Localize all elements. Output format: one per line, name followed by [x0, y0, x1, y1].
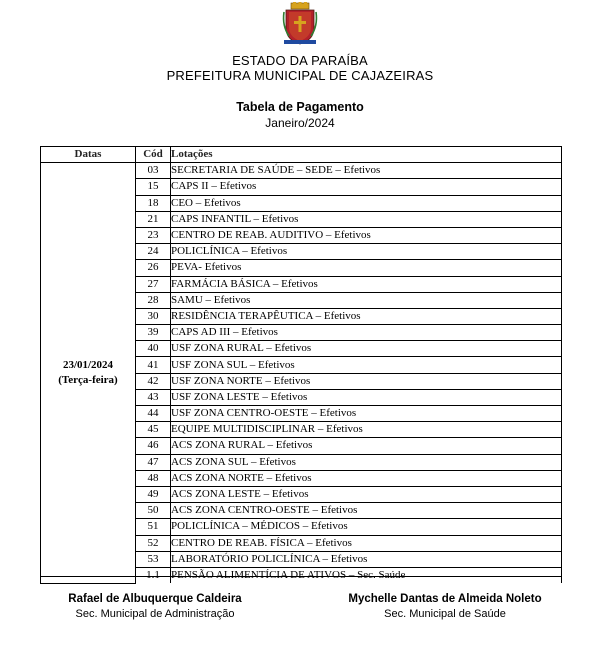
table-row — [41, 163, 562, 179]
lotacao-code: 48 — [136, 470, 171, 486]
lotacao-code: 41 — [136, 357, 171, 373]
lotacao-name: CAPS AD III – Efetivos — [171, 325, 562, 341]
payment-weekday: (Terça-feira) — [58, 373, 118, 386]
lotacao-name: ACS ZONA SUL – Efetivos — [171, 454, 562, 470]
lotacao-code: 42 — [136, 373, 171, 389]
lotacao-code: 51 — [136, 519, 171, 535]
lotacao-code: 46 — [136, 438, 171, 454]
lotacao-name: CAPS INFANTIL – Efetivos — [171, 211, 562, 227]
lotacao-name: USF ZONA CENTRO-OESTE – Efetivos — [171, 406, 562, 422]
lotacao-code: 26 — [136, 260, 171, 276]
lotacao-name: ACS ZONA RURAL – Efetivos — [171, 438, 562, 454]
signature-administration — [40, 593, 270, 620]
lotacao-code: 28 — [136, 292, 171, 308]
lotacao-name: POLICLÍNICA – Efetivos — [171, 244, 562, 260]
state-name: ESTADO DA PARAÍBA — [232, 53, 368, 68]
lotacao-name: RESIDÊNCIA TERAPÊUTICA – Efetivos — [171, 308, 562, 324]
lotacao-name: SECRETARIA DE SAÚDE – SEDE – Efetivos — [171, 163, 562, 179]
prefecture-name: PREFEITURA MUNICIPAL DE CAJAZEIRAS — [166, 68, 434, 83]
lotacao-code: 43 — [136, 389, 171, 405]
header-dates: Datas — [41, 147, 136, 163]
lotacao-name: PENSÃO ALIMENTÍCIA DE ATIVOS – Sec. Saúde — [171, 567, 562, 583]
lotacao-name: ACS ZONA NORTE – Efetivos — [171, 470, 562, 486]
lotacao-code: 39 — [136, 325, 171, 341]
lotacao-code: 49 — [136, 486, 171, 502]
lotacao-name: USF ZONA SUL – Efetivos — [171, 357, 562, 373]
lotacao-code: 03 — [136, 163, 171, 179]
lotacao-name: SAMU – Efetivos — [171, 292, 562, 308]
lotacao-name: PEVA- Efetivos — [171, 260, 562, 276]
table-header-row — [41, 147, 562, 163]
lotacao-code: 52 — [136, 535, 171, 551]
lotacao-code: 40 — [136, 341, 171, 357]
signatory-name: Rafael de Albuquerque Caldeira — [68, 593, 242, 605]
document-title: Tabela de Pagamento — [236, 100, 364, 114]
coat-of-arms-icon — [280, 2, 320, 46]
payment-table — [40, 146, 562, 584]
header-code: Cód — [136, 147, 171, 163]
lotacao-name: POLICLÍNICA – MÉDICOS – Efetivos — [171, 519, 562, 535]
signatory-role: Sec. Municipal de Administração — [75, 608, 235, 620]
lotacao-name: CENTRO DE REAB. AUDITIVO – Efetivos — [171, 227, 562, 243]
document-period: Janeiro/2024 — [265, 116, 335, 130]
lotacao-code: 24 — [136, 244, 171, 260]
header-lotacoes: Lotações — [171, 147, 562, 163]
lotacao-code: 44 — [136, 406, 171, 422]
lotacao-name: USF ZONA NORTE – Efetivos — [171, 373, 562, 389]
payment-date-cell — [41, 163, 136, 583]
lotacao-code: 27 — [136, 276, 171, 292]
lotacao-code: 53 — [136, 551, 171, 567]
lotacao-code: 1.1 — [136, 567, 171, 583]
lotacao-code: 30 — [136, 308, 171, 324]
lotacao-name: FARMÁCIA BÁSICA – Efetivos — [171, 276, 562, 292]
lotacao-code: 15 — [136, 179, 171, 195]
signatory-name: Mychelle Dantas de Almeida Noleto — [348, 593, 542, 605]
lotacao-code: 47 — [136, 454, 171, 470]
table-bottom-border — [40, 576, 562, 577]
lotacao-name: ACS ZONA LESTE – Efetivos — [171, 486, 562, 502]
signature-health — [328, 593, 562, 620]
lotacao-code: 21 — [136, 211, 171, 227]
payment-date: 23/01/2024 — [62, 358, 114, 371]
lotacao-code: 23 — [136, 227, 171, 243]
lotacao-name: CEO – Efetivos — [171, 195, 562, 211]
lotacao-name: CENTRO DE REAB. FÍSICA – Efetivos — [171, 535, 562, 551]
lotacao-name: CAPS II – Efetivos — [171, 179, 562, 195]
lotacao-code: 50 — [136, 503, 171, 519]
lotacao-code: 18 — [136, 195, 171, 211]
lotacao-name: USF ZONA LESTE – Efetivos — [171, 389, 562, 405]
lotacao-code: 45 — [136, 422, 171, 438]
lotacao-name: LABORATÓRIO POLICLÍNICA – Efetivos — [171, 551, 562, 567]
lotacao-name: ACS ZONA CENTRO-OESTE – Efetivos — [171, 503, 562, 519]
signatory-role: Sec. Municipal de Saúde — [384, 608, 506, 620]
lotacao-name: USF ZONA RURAL – Efetivos — [171, 341, 562, 357]
table-body — [41, 163, 562, 583]
lotacao-name: EQUIPE MULTIDISCIPLINAR – Efetivos — [171, 422, 562, 438]
